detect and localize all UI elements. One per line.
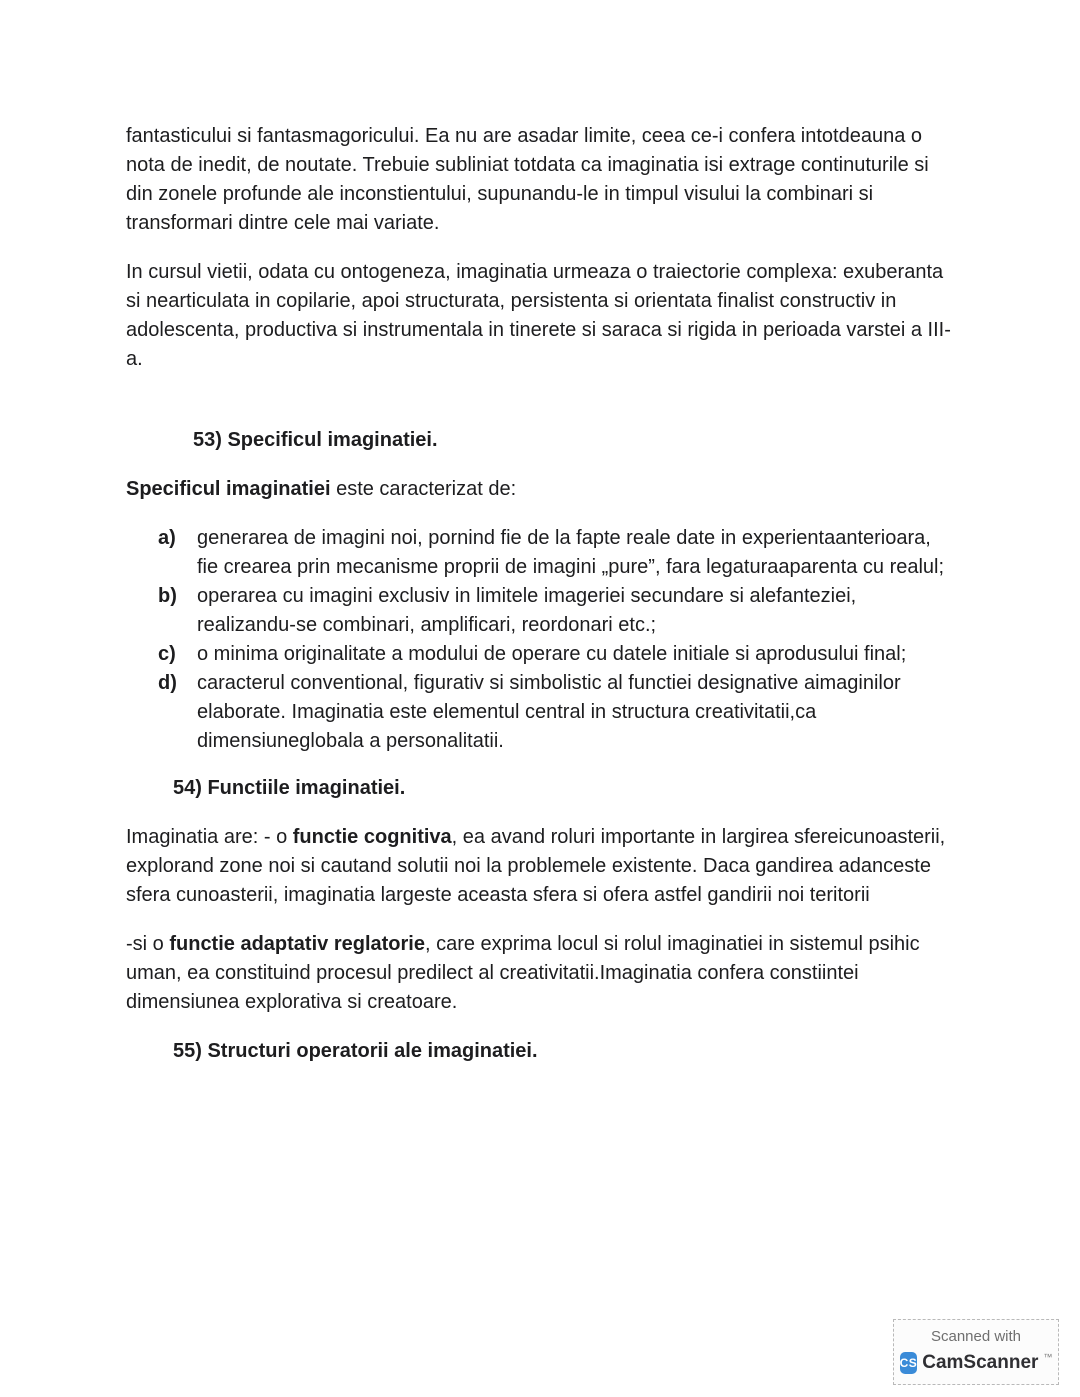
camscanner-brand-row xyxy=(899,1352,1053,1374)
list-text-a: generarea de imagini noi, pornind fie de la fapte reale date in experientaanterioara, fie crearea prin mecanisme proprii de imagini „pure”, fara legaturaaparenta cu realul; xyxy=(197,527,945,578)
specificul-list xyxy=(126,524,954,756)
camscanner-logo-icon: CS xyxy=(900,1352,918,1374)
camscanner-trademark: ™ xyxy=(1043,1352,1053,1362)
list-marker-c: c) xyxy=(158,643,176,665)
paragraph-functie-cognitiva xyxy=(126,823,954,910)
list-marker-a: a) xyxy=(158,527,176,549)
functie-cognitiva-post: , ea avand roluri importante in largirea sfereicunoasterii, explorand zone noi si cautand solutii noi la problemele existente. Daca gandirea adanceste sfera cunoasterii, imaginatia largeste aceasta sfera si ofera astfel gandirii noi teritorii xyxy=(126,826,946,906)
paragraph-functie-adaptativ xyxy=(126,930,954,1017)
camscanner-watermark xyxy=(893,1319,1059,1385)
heading-55-structuri-operatorii: 55) Structuri operatorii ale imaginatiei. xyxy=(173,1040,538,1062)
paragraph-specificul-intro xyxy=(126,475,954,504)
camscanner-brand-name: CamScanner xyxy=(922,1352,1039,1373)
functie-adaptativ-post: , care exprima locul si rolul imaginatiei in sistemul psihic uman, ea constituind procesul predilect al creativitatii.Imaginatia confera constiintei dimensiunea explorativa si creatoare. xyxy=(126,933,920,1013)
list-marker-b: b) xyxy=(158,585,177,607)
list-item xyxy=(158,640,954,669)
functie-adaptativ-pre: -si o xyxy=(126,933,170,955)
list-text-d: caracterul conventional, figurativ si simbolistic al functiei designative aimaginilor elaborate. Imaginatia este elementul central in structura creativitatii,ca dimensiuneglobala a personalitatii. xyxy=(197,672,901,752)
paragraph-ontogeneza: In cursul vietii, odata cu ontogeneza, imaginatia urmeaza o traiectorie complexa: exuberanta si nearticulata in copilarie, apoi structurata, persistenta si orientata finalist constructiv in adolescenta, productiva si instrumentala in tinerete si saraca si rigida in perioada varstei a III-a. xyxy=(126,261,951,370)
specificul-rest-text: este caracterizat de: xyxy=(330,478,517,500)
list-marker-d: d) xyxy=(158,672,177,694)
document-content xyxy=(126,122,954,1086)
list-text-c: o minima originalitate a modului de operare cu datele initiale si aprodusului final; xyxy=(197,643,907,665)
paragraph-imagination-limits: fantasticului si fantasmagoricului. Ea nu are asadar limite, ceea ce-i confera intotdeauna o nota de inedit, de noutate. Trebuie subliniat totdata ca imaginatia isi extrage continuturile si din zonele profunde ale inconstientului, supunandu-le in timpul visului la combinari si transformari dintre cele mai variate. xyxy=(126,125,929,234)
list-text-b: operarea cu imagini exclusiv in limitele imageriei secundare si alefanteziei, realizandu-se combinari, amplificari, reordonari etc.; xyxy=(197,585,857,636)
list-item xyxy=(158,524,954,582)
list-item xyxy=(158,582,954,640)
functie-adaptativ-bold: functie adaptativ reglatorie xyxy=(169,933,425,955)
specificul-bold-text: Specificul imaginatiei xyxy=(126,478,331,500)
list-item xyxy=(158,669,954,756)
heading-54-functiile-imaginatiei: 54) Functiile imaginatiei. xyxy=(173,777,406,799)
functie-cognitiva-bold: functie cognitiva xyxy=(292,826,452,848)
heading-53-specificul-imaginatiei: 53) Specificul imaginatiei. xyxy=(193,429,438,451)
scanned-with-label: Scanned with xyxy=(930,1328,1022,1345)
functie-cognitiva-pre: Imaginatia are: - o xyxy=(126,826,293,848)
